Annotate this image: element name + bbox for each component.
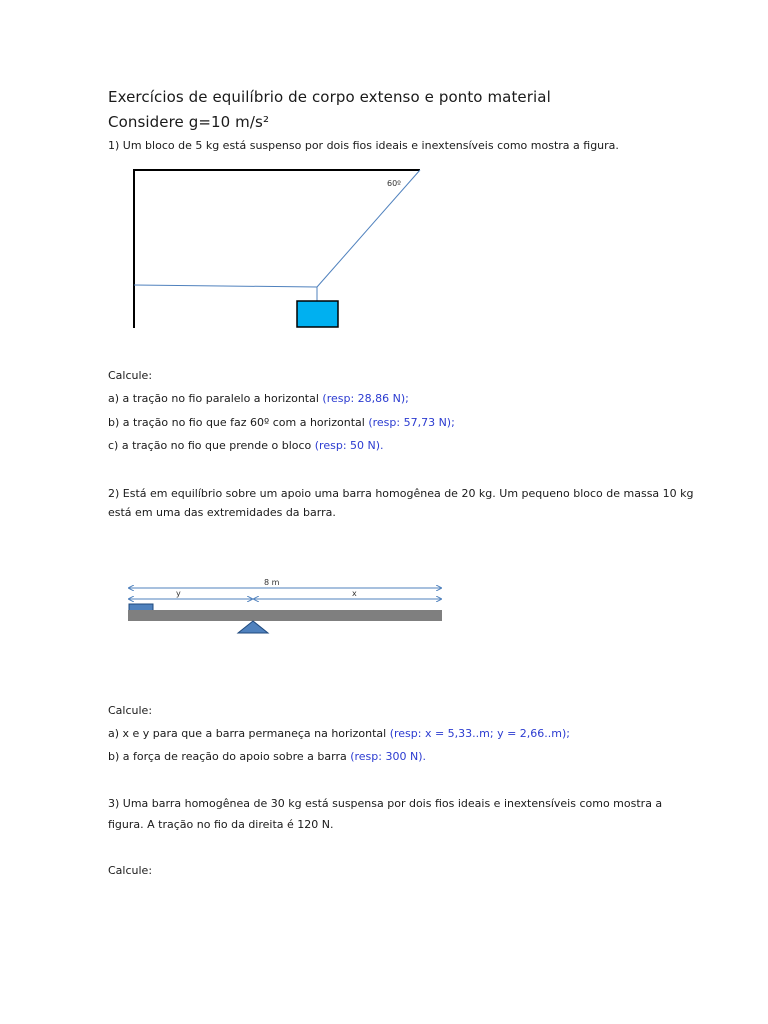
q2-statement-line1: 2) Está em equilíbrio sobre um apoio uma barra homogênea de 20 kg. Um pequeno bloco de massa 10 kg: [108, 487, 694, 500]
q3-calc-label: Calcule:: [108, 864, 153, 877]
q2-statement-line2: está em uma das extremidades da barra.: [108, 506, 336, 519]
q1-calc-label: Calcule:: [108, 369, 153, 382]
q2-support: [238, 621, 268, 633]
q2-dim-total-label: 8 m: [264, 578, 280, 587]
q2-bar: [128, 610, 442, 621]
q3-statement-line2: figura. A tração no fio da direita é 120 N.: [108, 818, 334, 831]
q2-item-b-answer: (resp: 300 N).: [350, 750, 426, 763]
q2-dim-y-label: y: [176, 589, 181, 598]
q1-item-b-answer: (resp: 57,73 N);: [368, 416, 455, 429]
q3-statement-line1: 3) Uma barra homogênea de 30 kg está suspensa por dois fios ideais e inextensíveis como mostra a: [108, 797, 663, 810]
q2-dim-x-label: x: [352, 589, 357, 598]
q2-calc-label: Calcule:: [108, 704, 153, 717]
page-title: Exercícios de equilíbrio de corpo extenso e ponto material: [108, 88, 551, 106]
q2-item-b-text: b) a força de reação do apoio sobre a barra: [108, 750, 351, 763]
q1-statement: 1) Um bloco de 5 kg está suspenso por dois fios ideais e inextensíveis como mostra a figura.: [108, 139, 619, 152]
q2-item-a: [108, 727, 570, 740]
q2-item-a-text: a) x e y para que a barra permaneça na horizontal: [108, 727, 390, 740]
q1-item-c-text: c) a tração no fio que prende o bloco: [108, 439, 315, 452]
gravity-note: Considere g=10 m/s²: [108, 113, 270, 131]
q1-item-b-text: b) a tração no fio que faz 60º com a horizontal: [108, 416, 369, 429]
q2-block: [129, 604, 153, 611]
q1-angle-label: 60º: [387, 179, 401, 188]
q1-item-a-text: a) a tração no fio paralelo a horizontal: [108, 392, 323, 405]
q2-item-b: [108, 750, 426, 763]
q1-item-a-answer: (resp: 28,86 N);: [322, 392, 409, 405]
q1-item-c-answer: (resp: 50 N).: [314, 439, 384, 452]
q2-item-a-answer: (resp: x = 5,33..m; y = 2,66..m);: [389, 727, 570, 740]
